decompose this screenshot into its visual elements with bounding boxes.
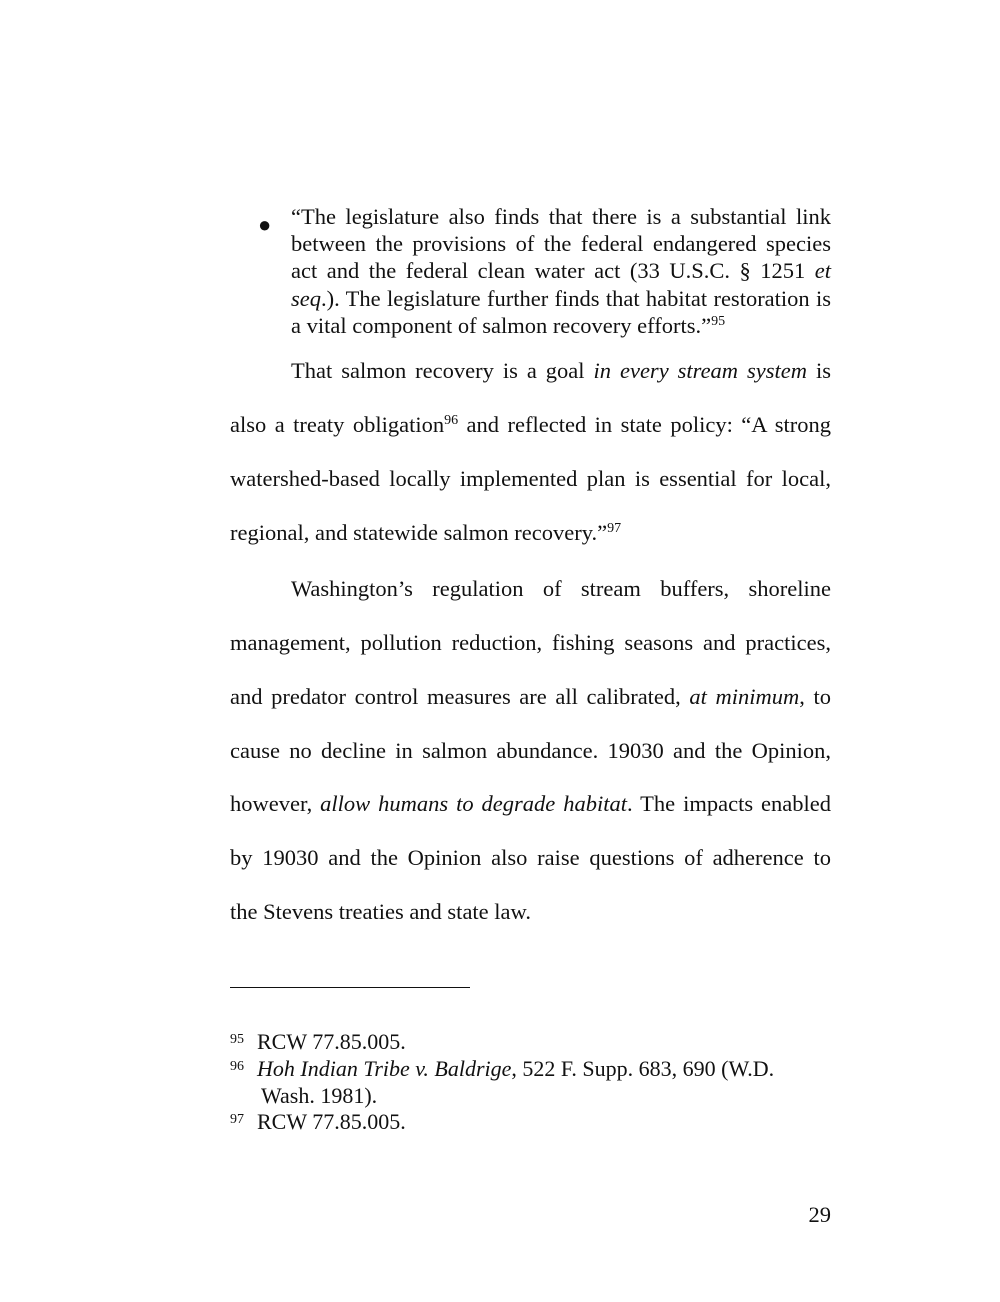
paragraph-1-line-3 [230, 464, 831, 494]
p2-l4: cause no decline in salmon abundance. 19030 and the Opinion, [230, 738, 831, 763]
footnote-number: 95 [230, 1032, 244, 1047]
p1-l2-b: and reflected in state policy: “A strong [458, 412, 831, 437]
bullet-icon: ● [258, 212, 272, 237]
p1-l1-italic: in every stream system [593, 358, 808, 383]
bullet-text-part-1: The legislature also finds that there is a substantial link between the provisions of the federal endangered species act and the federal clean water act (33 U.S.C. § 1251 [291, 204, 831, 284]
p1-l1-a: That salmon recovery is a goal [291, 358, 594, 383]
paragraph-2-line-1 [291, 574, 831, 604]
footnote-ref-97: 97 [607, 521, 622, 536]
bullet-text-italic: et seq [291, 258, 831, 311]
paragraph-1-line-4 [230, 518, 831, 548]
case-citation: , 522 F. Supp. 683, 690 (W.D. [511, 1056, 775, 1081]
p2-l1: Washington’s regulation of stream buffers, shoreline [291, 576, 831, 601]
open-quote: “ [291, 204, 301, 229]
p2-l5-a: however, [230, 791, 321, 816]
p2-l2: management, pollution reduction, fishing seasons and practices, [230, 630, 831, 655]
paragraph-1-line-2 [230, 410, 831, 440]
footnote-text-continued: Wash. 1981). [261, 1083, 378, 1108]
paragraph-2-line-7 [230, 897, 831, 927]
footnote-text: RCW 77.85.005. [257, 1029, 406, 1054]
p2-l3-a: and predator control measures are all calibrated, [230, 684, 690, 709]
paragraph-2-line-3 [230, 682, 831, 712]
p2-l7: the Stevens treaties and state law. [230, 899, 531, 924]
page-number: 29 [808, 1202, 831, 1227]
p2-l3-italic: at minimum [689, 684, 800, 709]
footnote-text: RCW 77.85.005. [257, 1109, 406, 1134]
p1-l4: regional, and statewide salmon recovery.” [230, 520, 608, 545]
footnote-text [257, 1055, 832, 1082]
p1-l3: watershed-based locally implemented plan is essential for local, [230, 466, 831, 491]
paragraph-1-line-1 [291, 356, 831, 386]
p2-l6: by 19030 and the Opinion also raise questions of adherence to [230, 845, 831, 870]
footnote-separator [230, 987, 470, 988]
footnote-number: 96 [230, 1059, 244, 1074]
paragraph-2-line-5 [230, 789, 831, 819]
p2-l5-b: . The impacts enabled [626, 791, 831, 816]
p2-l3-b: , to [799, 684, 831, 709]
bullet-quote-text [291, 203, 831, 339]
p1-l2-a: also a treaty obligation [230, 412, 445, 437]
p2-l5-italic: allow humans to degrade habitat [320, 791, 627, 816]
footnote-ref-96: 96 [444, 413, 459, 428]
bullet-text-part-2: .). The legislature further finds that habitat restoration is a vital component of salmon recovery efforts.” [291, 285, 831, 338]
p1-l1-b: is [807, 358, 832, 383]
paragraph-2-line-6 [230, 843, 831, 873]
paragraph-2-line-2 [230, 628, 831, 658]
case-name: Hoh Indian Tribe v. Baldrige [257, 1056, 512, 1081]
paragraph-2-line-4 [230, 736, 831, 766]
footnote-ref-95: 95 [711, 313, 726, 329]
footnote-number: 97 [230, 1112, 244, 1127]
